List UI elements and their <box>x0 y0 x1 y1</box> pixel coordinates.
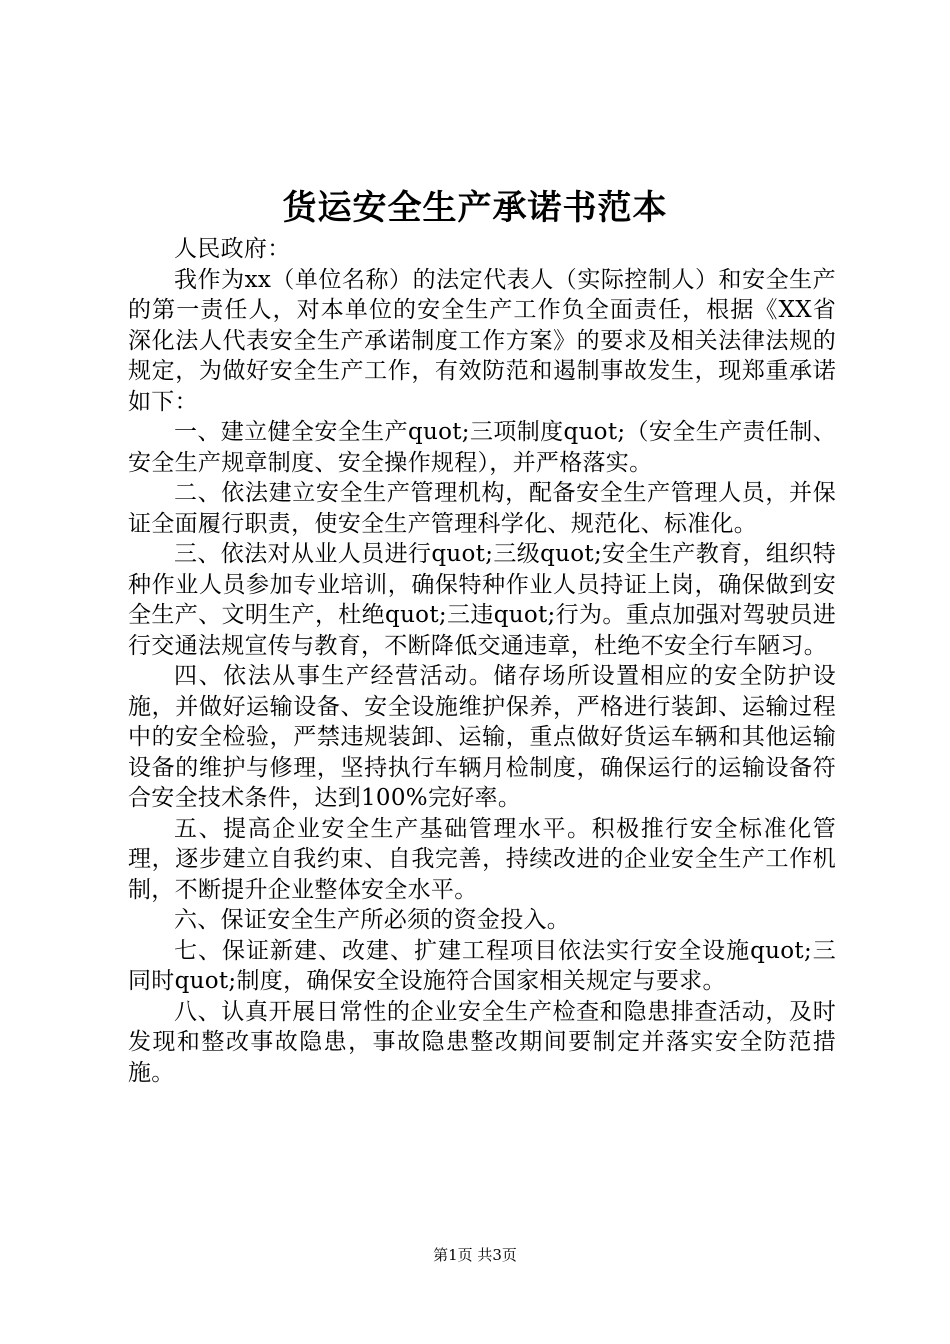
commitment-item-2: 二、依法建立安全生产管理机构，配备安全生产管理人员，并保证全面履行职责，使安全生产管理科学化、规范化、标准化。 <box>128 480 836 537</box>
document-body <box>128 234 836 1088</box>
commitment-item-5: 五、提高企业安全生产基础管理水平。积极推行安全标准化管理，逐步建立自我约束、自我完善，持续改进的企业安全生产工作机制，不断提升企业整体安全水平。 <box>128 815 836 903</box>
commitment-item-4: 四、依法从事生产经营活动。储存场所设置相应的安全防护设施，并做好运输设备、安全设施维护保养，严格进行装卸、运输过程中的安全检验，严禁违规装卸、运输，重点做好货运车辆和其他运输设备的维护与修理，坚持执行车辆月检制度，确保运行的运输设备符合安全技术条件，达到100%完好率。 <box>128 663 836 811</box>
commitment-item-1: 一、建立健全安全生产quot;三项制度quot;（安全生产责任制、安全生产规章制度、安全操作规程），并严格落实。 <box>128 419 836 476</box>
commitment-item-8: 八、认真开展日常性的企业安全生产检查和隐患排查活动，及时发现和整改事故隐患，事故隐患整改期间要制定并落实安全防范措施。 <box>128 998 836 1086</box>
commitment-item-6: 六、保证安全生产所必须的资金投入。 <box>174 907 571 933</box>
salutation: 人民政府： <box>174 236 291 262</box>
commitment-item-3: 三、依法对从业人员进行quot;三级quot;安全生产教育，组织特种作业人员参加专业培训，确保特种作业人员持证上岗，确保做到安全生产、文明生产，杜绝quot;三违quot;行为。重点加强对驾驶员进行交通法规宣传与教育，不断降低交通违章，杜绝不安全行车陋习。 <box>128 541 836 659</box>
commitment-item-7: 七、保证新建、改建、扩建工程项目依法实行安全设施quot;三同时quot;制度，确保安全设施符合国家相关规定与要求。 <box>128 937 836 994</box>
page-footer: 第1页 共3页 <box>433 1246 517 1264</box>
document-title: 货运安全生产承诺书范本 <box>282 188 668 228</box>
intro-paragraph: 我作为xx（单位名称）的法定代表人（实际控制人）和安全生产的第一责任人，对本单位的安全生产工作负全面责任，根据《XX省深化法人代表安全生产承诺制度工作方案》的要求及相关法律法规的规定，为做好安全生产工作，有效防范和遏制事故发生，现郑重承诺如下： <box>128 266 836 415</box>
